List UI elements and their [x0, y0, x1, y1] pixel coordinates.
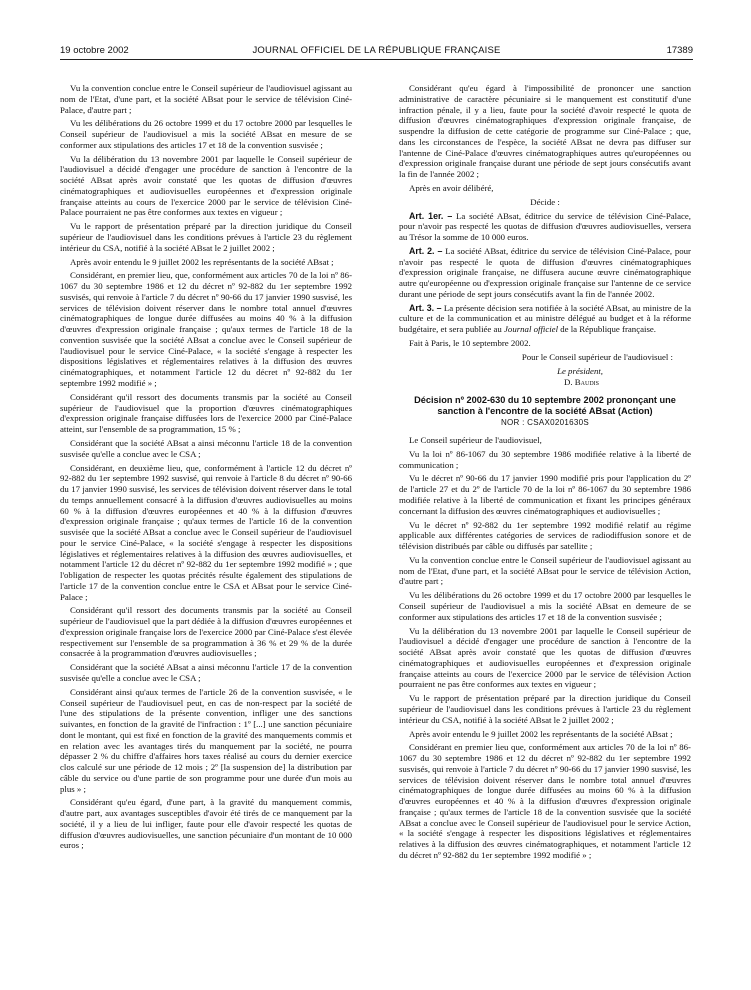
- left-column: [60, 83, 352, 988]
- paragraph: Vu les délibérations du 26 octobre 1999 et du 17 octobre 2000 par lesquelles le Conseil supérieur de l'audiovisuel a mis la société ABsat en demeure de se conformer aux stipulations des articles 17 et 18 de la convention susvisée ;: [399, 590, 691, 622]
- article-text: La présente décision sera notifiée à la société ABsat, au ministre de la culture et de la communication et au ministre délégué au budget et à la réforme budgétaire, et sera publiée au: [399, 302, 691, 335]
- paragraph: Vu le décret nº 92-882 du 1er septembre 1992 modifié relatif au régime applicable aux différentes catégories de services de radiodiffusion sonore et de télévision distribués par câble ou diffusés par satellite ;: [399, 519, 691, 552]
- header-date: 19 octobre 2002: [60, 45, 129, 56]
- article-1: [399, 211, 691, 243]
- paragraph: Vu la délibération du 13 novembre 2001 par laquelle le Conseil supérieur de l'audiovisuel a décidé d'engager une procédure de sanction à l'encontre de la société ABsat après avoir constaté que les quotas de diffusion d'œuvres cinématographiques et audiovisuelles européennes et d'expression originale française atteints au cours de l'exercice 2000 par le service de télévision Action pourraient ne pas être conformes aux textes en vigueur ;: [399, 625, 691, 690]
- paragraph: Vu la convention conclue entre le Conseil supérieur de l'audiovisuel agissant au nom de l'Etat, d'une part, et la société ABsat pour le service de télévision Action, d'autre part ;: [399, 554, 691, 587]
- signature-name: D. Baudis: [564, 376, 599, 387]
- article-text: de la République française.: [558, 324, 656, 335]
- paragraph: Considérant qu'il ressort des documents transmis par la société au Conseil supérieur de l'audiovisuel que la proportion d'œuvres cinématographiques d'expression originale française diffusées lors de l'exercice 2000 par Ciné-Palace atteint, sur l'ensemble de sa programmation, 15 % ;: [60, 391, 352, 435]
- header-journal-title: JOURNAL OFFICIEL DE LA RÉPUBLIQUE FRANÇAISE: [252, 45, 501, 56]
- paragraph: Vu les délibérations du 26 octobre 1999 et du 17 octobre 2000 par lesquelles le Conseil supérieur de l'audiovisuel a mis la société ABsat en mesure de se conformer aux stipulations des articles 17 et 18 de la convention susvisée ;: [60, 118, 352, 150]
- nor-reference: NOR : CSAX0201630S: [500, 418, 590, 428]
- paragraph: Vu la loi nº 86-1067 du 30 septembre 1986 modifiée relative à la liberté de communication ;: [399, 448, 691, 470]
- decision-title: Décision nº 2002-630 du 10 septembre 2002 prononçant une sanction à l'encontre de la société ABsat (Action): [414, 395, 676, 416]
- signature-role: Le président,: [557, 365, 603, 376]
- paragraph: Vu la délibération du 13 novembre 2001 par laquelle le Conseil supérieur de l'audiovisuel a décidé d'engager une procédure de sanction à l'encontre de la société ABsat après avoir constaté que les quotas de diffusion d'œuvres cinématographiques et audiovisuelles européennes et d'expression originale française atteints au cours de l'exercice 2000 par le service de télévision Ciné-Palace pourraient ne pas être conformes aux textes en vigueur ;: [60, 153, 352, 218]
- paragraph: Considérant qu'eu égard, d'une part, à la gravité du manquement commis, d'autre part, aux avantages susceptibles d'avoir été tirés de ce manquement par la société, il y a lieu de lui infliger, faute pour elle d'avoir respecté les quotas de diffusion d'œuvres audiovisuelles, une sanction pécuniaire d'un montant de 10 000 euros ;: [60, 797, 352, 851]
- paragraph: Considérant qu'il ressort des documents transmis par la société au Conseil supérieur de l'audiovisuel que la part dédiée à la diffusion d'œuvres européennes et d'expression originale française lors de l'exercice 2000 par Ciné-Palace s'est élevée respectivement sur l'ensemble de sa programmation à 36 % et 29 % de la durée consacrée à la programmation d'œuvres audiovisuelles ;: [60, 605, 352, 659]
- paragraph: Considérant que la société ABsat a ainsi méconnu l'article 17 de la convention susvisée qu'elle a conclue avec le CSA ;: [60, 662, 352, 683]
- article-text: La société ABsat, éditrice du service de télévision Ciné-Palace, pour n'avoir pas respecté le quota de diffusion d'œuvres cinématographiques d'expression originale française, ne diffusera aucune œuvre cinématographique autre qu'européenne ou d'expression originale française sur l'antenne de ce service durant une période de sept jours consécutifs avant la fin de l'année 2002.: [399, 245, 691, 299]
- paragraph: Après avoir entendu le 9 juillet 2002 les représentants de la société ABsat ;: [70, 256, 334, 267]
- paragraph: Après en avoir délibéré,: [409, 182, 494, 193]
- article-label: Art. 2. –: [409, 245, 443, 256]
- page-header: [60, 43, 693, 60]
- journal-officiel-italic: Journal officiel: [504, 324, 559, 335]
- paragraph: Considérant que la société ABsat a ainsi méconnu l'article 18 de la convention susvisée qu'elle a conclue avec le CSA ;: [60, 437, 352, 459]
- paragraph: Considérant, en deuxième lieu, que, conformément à l'article 12 du décret nº 92-882 du 1er septembre 1992 susvisé, qui renvoie à l'article 8 du décret nº 90-66 du 17 janvier 1990 susvisé, les services de télévision doivent réserver dans le total du temps annuellement consacré à la diffusion d'œuvres audiovisuelles au moins 60 % à la diffusion d'œuvres européennes et 40 % à la diffusion d'œuvres d'expression originale française ; qu'aux termes de l'article 16 de la convention susvisée que la société ABsat a conclue avec le Conseil supérieur de l'audiovisuel pour le service Ciné-Palace, « la société s'engage à respecter les dispositions législatives et réglementaires relatives à la diffusion des œuvres audiovisuelles, et notamment l'article 12 du décret nº 92-882 du 1er septembre 1992 modifié » ; que l'obligation de respecter les quotas précités résulte également des stipulations de l'article 17 de la convention conclue entre le CSA et ABsat pour le service Ciné-Palace ;: [60, 462, 352, 602]
- header-page-number: 17389: [666, 45, 693, 56]
- paragraph: Considérant, en premier lieu, que, conformément aux articles 70 de la loi nº 86-1067 du 30 septembre 1986 et 12 du décret nº 92-882 du 1er septembre 1992 susvisés, qui renvoie à l'article 7 du décret nº 90-66 du 17 janvier 1990 susvisé, les services de télévision doivent réserver dans le nombre total annuel d'œuvres cinématographiques de longue durée diffusées au moins 40 % à la diffusion d'œuvres d'expression originale française ; qu'aux termes de l'article 18 de la convention susvisée que la société ABsat a conclue avec le Conseil supérieur de l'audiovisuel pour le service Ciné-Palace, « la société s'engage à respecter les dispositions législatives et réglementaires relatives à la diffusion des œuvres cinématographiques, et notamment l'article 12 du décret nº 92-882 du 1er septembre 1992 modifié » ;: [60, 270, 352, 388]
- paragraph: Vu le décret nº 90-66 du 17 janvier 1990 modifié pris pour l'application du 2º de l'article 27 et du 2º de l'article 70 de la loi nº 86-1067 du 30 septembre 1986 modifiée relative à la liberté de communication et fixant les principes généraux concernant la diffusion des œuvres cinématographiques et audiovisuelles ;: [399, 473, 691, 516]
- article-2: [399, 246, 691, 300]
- done-at: Fait à Paris, le 10 septembre 2002.: [409, 338, 531, 349]
- paragraph: Vu la convention conclue entre le Conseil supérieur de l'audiovisuel agissant au nom de l'Etat, d'une part, et la société ABsat pour le service de télévision Ciné-Palace, d'autre part ;: [60, 83, 352, 115]
- right-column: [399, 83, 691, 988]
- signature-intro: Pour le Conseil supérieur de l'audiovisuel :: [521, 351, 673, 362]
- paragraph: Considérant ainsi qu'aux termes de l'article 26 de la convention susvisée, « le Conseil supérieur de l'audiovisuel peut, en cas de non-respect par la société de l'une des stipulations de la présente convention, infliger une des sanctions suivantes, en fonction de la gravité de l'infraction : 1º [...] une sanction pécuniaire dont le montant, qui est fixé en fonction de la gravité des manquements commis et en relation avec les avantages tirés du manquement par la société, ne pourra dépasser 2 % du chiffre d'affaires hors taxes réalisé au cours du dernier exercice clos calculé sur une période de 12 mois ; 2º [la suspension de] la distribution par câble du service ou d'une partie de son programme pour une durée d'un mois au plus » ;: [60, 686, 352, 794]
- article-3: [399, 303, 691, 335]
- paragraph: Vu le rapport de présentation préparé par la direction juridique du Conseil supérieur de l'audiovisuel dans les conditions prévues à l'article 23 du règlement intérieur du CSA, notifié à la société ABsat le 2 juillet 2002 ;: [60, 221, 352, 253]
- decide-heading: Décide :: [530, 196, 560, 207]
- article-label: Art. 3. –: [409, 302, 442, 313]
- article-label: Art. 1er. –: [409, 210, 453, 221]
- paragraph: Après avoir entendu le 9 juillet 2002 les représentants de la société ABsat ;: [409, 728, 673, 739]
- paragraph: Considérant qu'eu égard à l'impossibilité de prononcer une sanction administrative de caractère pécuniaire si le manquement est constitutif d'une infraction pénale, il y a lieu, faute pour la société d'avoir respecté le quota de diffusion d'œuvres cinématographiques d'expression originale française, de suspendre la diffusion de cette catégorie de programme sur Ciné-Palace ; que, dans les circonstances de l'espèce, la société ABsat ne devra pas diffuser sur l'antenne de Ciné-Palace d'œuvres cinématographiques autres qu'européennes ou d'expression originale française durant une période de sept jours consécutifs avant la fin de l'année 2002 ;: [399, 83, 691, 179]
- paragraph: Vu le rapport de présentation préparé par la direction juridique du Conseil supérieur de l'audiovisuel dans les conditions prévues à l'article 23 du règlement intérieur du CSA, notifié à la société ABsat le 2 juillet 2002 ;: [399, 693, 691, 725]
- paragraph: Considérant en premier lieu que, conformément aux articles 70 de la loi nº 86-1067 du 30 septembre 1986 et 12 du décret nº 92-882 du 1er septembre 1992 susvisés, qui renvoie à l'article 7 du décret nº 90-66 du 17 janvier 1990 susvisé, les services de télévision doivent réserver dans le nombre total annuel d'œuvres cinématographiques de longue durée diffusées au moins 60 % à la diffusion d'œuvres européennes et 40 % à la diffusion d'œuvres d'expression originale française ; qu'aux termes de l'article 18 de la convention susvisée que la société ABsat a conclue avec le Conseil supérieur de l'audiovisuel pour le service Action, « la société s'engage à respecter les dispositions législatives et réglementaires relatives à la diffusion des œuvres cinématographiques, et notamment l'article 12 du décret nº 92-882 du 1er septembre 1992 modifié » ;: [399, 742, 691, 860]
- paragraph: Le Conseil supérieur de l'audiovisuel,: [409, 435, 542, 445]
- article-text: La société ABsat, éditrice du service de télévision Ciné-Palace, pour n'avoir pas respecté les quotas de diffusion d'œuvres audiovisuelles, versera au Trésor la somme de 10 000 euros.: [399, 210, 691, 243]
